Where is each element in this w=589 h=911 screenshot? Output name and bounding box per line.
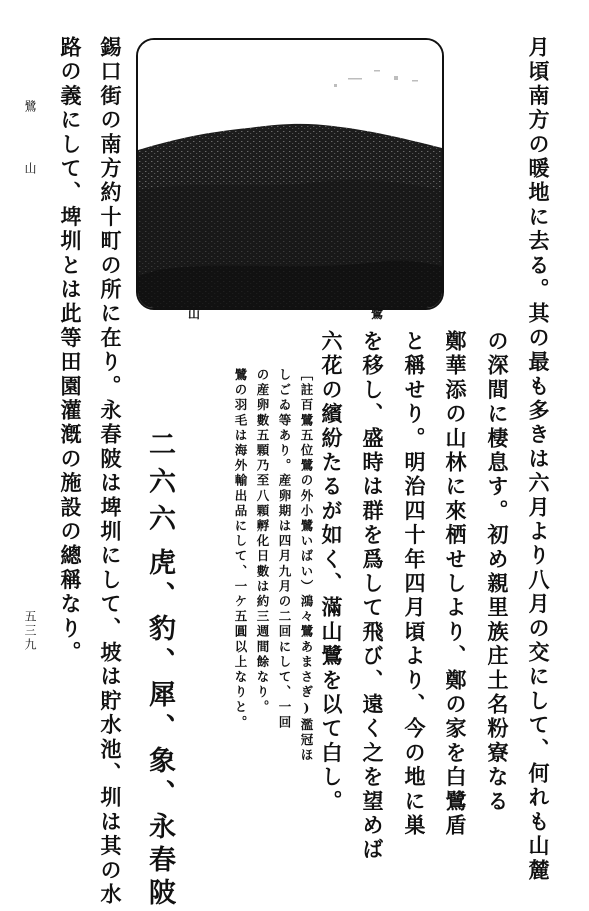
photo-caption-right: 鷺 (371, 307, 384, 321)
body-column-6: 六花の繽紛たるが如く、滿山鷺を以て白し。 (319, 330, 344, 814)
section-body-column-1: 錫口街の南方約十町の所に在り。永春陂は埤圳にして、坡は貯水池、圳は其の水 (98, 36, 123, 908)
photo-caption-left: 山 (188, 307, 201, 321)
note-column-4: 鷺の羽毛は海外輸出品にして、一ケ五圓以上なりと。 (233, 368, 248, 731)
photo-egret-mountain (136, 38, 444, 310)
section-body-column-2: 路の義にして、埤圳とは此等田園灌漑の施設の總稱なり。 (58, 36, 83, 666)
note-column-1: ［註百鷺五位鷺の外小鷺いばい）鴻々鷺あまさぎ)濫冠ほ (299, 368, 314, 764)
body-column-5: を移し、盛時は群を爲して飛び、遠く之を望めば (360, 330, 385, 863)
page-number: 五三九 (23, 610, 37, 652)
section-title: 虎、豹、犀、象、永春陂 (144, 548, 175, 911)
body-column-1: 月頃南方の暖地に去る。其の最も多きは六月より八月の交にして、何れも山麓 (526, 36, 551, 884)
body-column-2: の深間に棲息す。初め親里族庄土名粉寮なる (485, 330, 510, 814)
running-head: 鷺 山 (23, 100, 37, 192)
note-column-3: の産卵數五顆乃至八顆孵化日數は約三週間餘なり。 (255, 368, 270, 716)
body-column-4: と稱せり。明治四十年四月頃より、今の地に巣 (402, 330, 427, 839)
note-column-2: しごゐ等あり。産卵期は四月九月の二回にして、一回 (277, 368, 292, 731)
section-number: 二六六 (144, 430, 175, 541)
photo-image (138, 40, 442, 308)
body-column-3: 鄭華添の山林に來栖せしより、鄭の家を白鷺盾 (443, 330, 468, 839)
